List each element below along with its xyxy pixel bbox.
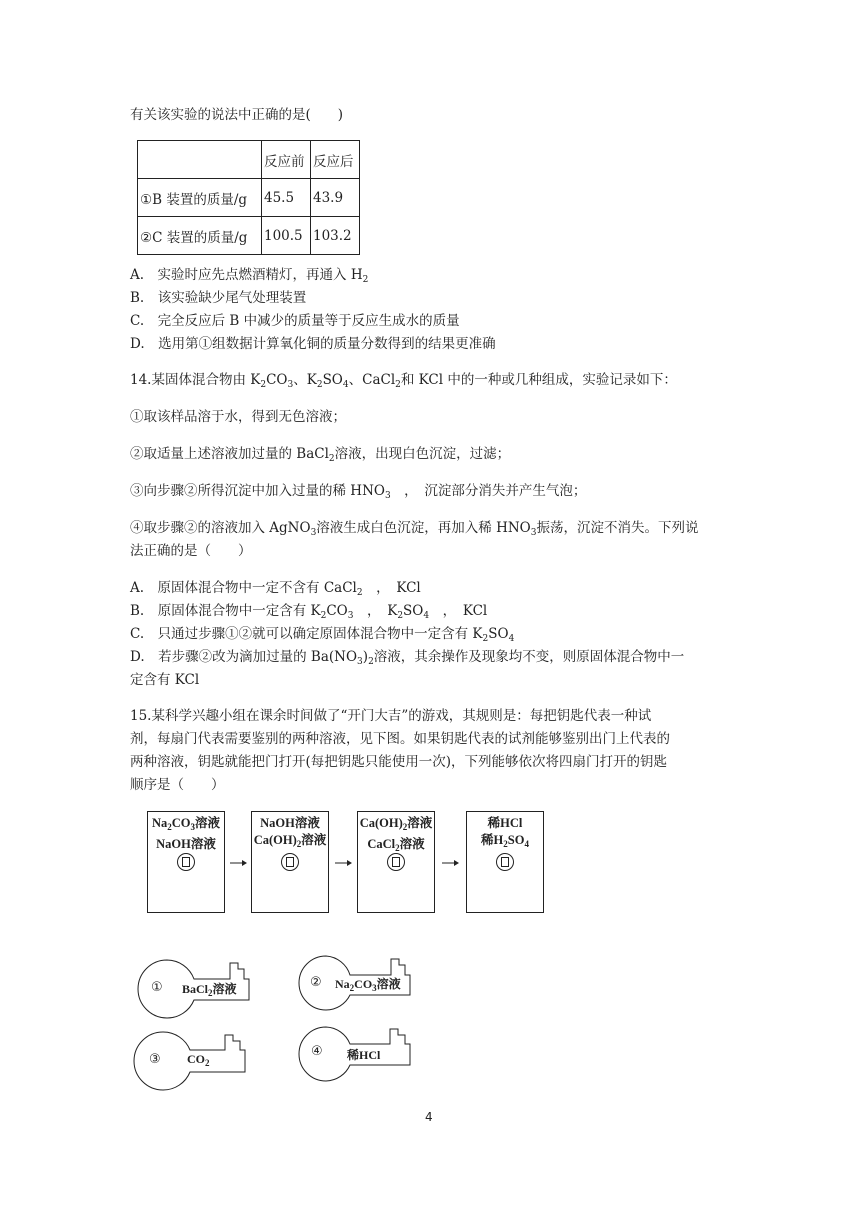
subscript: 2 xyxy=(395,843,400,853)
subscript: 2 xyxy=(260,380,267,390)
q14-step-2 xyxy=(130,444,510,469)
key-label xyxy=(182,980,237,998)
subscript: 3 xyxy=(384,491,391,501)
table-row xyxy=(138,217,360,255)
subscript: 4 xyxy=(524,839,529,849)
text: CaCl xyxy=(367,837,396,851)
subscript: 2 xyxy=(503,839,508,849)
q15-stem-line-2: 剂，每扇门代表需要鉴别的两种溶液，见下图。如果钥匙代表的试剂能够鉴别出门上代表的 xyxy=(130,731,670,747)
q13-option-d: D. 选用第①组数据计算氧化铜的质量分数得到的结果更准确 xyxy=(130,336,496,352)
q13-stem-tail: 有关该实验的说法中正确的是( ) xyxy=(130,107,344,123)
subscript: 3 xyxy=(530,528,537,538)
door-label: NaOH溶液 xyxy=(260,816,320,830)
arrow-right-icon xyxy=(333,856,353,866)
text: SO xyxy=(322,372,343,388)
text: 溶液 xyxy=(195,816,221,830)
text: ， 沉淀部分消失并产生气泡； xyxy=(390,483,587,499)
text: ) xyxy=(362,649,369,665)
door-label: NaOH溶液 xyxy=(156,837,216,851)
door-4 xyxy=(466,811,544,913)
key-1 xyxy=(137,957,252,1019)
subscript: 2 xyxy=(316,380,323,390)
text: SO xyxy=(403,603,424,619)
text: SO xyxy=(507,833,525,847)
text: ②取适量上述溶液加过量的 BaCl xyxy=(130,446,329,462)
door-1 xyxy=(147,811,225,913)
door-2 xyxy=(251,811,329,913)
table-cell: 45.5 xyxy=(262,179,311,217)
q13-option-b: B. 该实验缺少尾气处理装置 xyxy=(130,290,307,306)
text: SO xyxy=(488,626,509,642)
q14-option-c xyxy=(130,624,514,649)
text: ④取步骤②的溶液加入 AgNO xyxy=(130,520,311,536)
arrow-right-icon xyxy=(228,856,248,866)
door-label xyxy=(358,815,434,836)
subscript: 2 xyxy=(482,634,489,644)
subscript: 4 xyxy=(508,634,515,644)
text: CO xyxy=(187,1052,205,1066)
key-label xyxy=(335,975,401,993)
key-2 xyxy=(298,955,413,1013)
subscript: 2 xyxy=(296,839,302,849)
text: 溶液 xyxy=(376,977,401,991)
q14-step-4-cont: 法正确的是（ ） xyxy=(130,543,252,559)
text: 、CaCl xyxy=(348,372,396,388)
door-knob-icon xyxy=(177,853,195,871)
table-cell: ②C 装置的质量/g xyxy=(138,217,262,255)
q14-step-1: ①取该样品溶于水，得到无色溶液； xyxy=(130,409,346,425)
subscript: 2 xyxy=(167,822,172,832)
key-label: 稀HCl xyxy=(347,1048,381,1062)
text: D. 若步骤②改为滴加过量的 Ba(NO xyxy=(130,649,358,665)
table-row xyxy=(138,179,360,217)
table-header-cell: 反应后 xyxy=(311,141,360,179)
door-knob-icon xyxy=(387,853,405,871)
text: 、K xyxy=(293,372,317,388)
subscript: 4 xyxy=(342,380,349,390)
q14-step-3 xyxy=(130,481,586,506)
subscript: 2 xyxy=(320,611,327,621)
table-header-cell xyxy=(138,141,262,179)
q14-stem xyxy=(130,370,677,395)
q14-option-d-cont: 定含有 KCl xyxy=(130,672,200,688)
key-label xyxy=(187,1052,210,1068)
text: Ca(OH) xyxy=(253,833,297,847)
subscript: 2 xyxy=(368,657,374,667)
subscript: 4 xyxy=(423,611,430,621)
text: ③向步骤②所得沉淀中加入过量的稀 HNO xyxy=(130,483,385,499)
subscript: 2 xyxy=(362,275,369,285)
subscript: 3 xyxy=(190,822,195,832)
text: 溶液生成白色沉淀，再加入稀 HNO xyxy=(316,520,531,536)
subscript: 2 xyxy=(205,1058,210,1068)
text: 溶液，出现白色沉淀，过滤； xyxy=(334,446,511,462)
q14-option-d xyxy=(130,647,684,672)
subscript: 2 xyxy=(328,454,335,464)
q13-option-a xyxy=(130,265,368,290)
subscript: 3 xyxy=(372,983,377,993)
text: 振荡，沉淀不消失。下列说 xyxy=(536,520,699,536)
q14-step-4 xyxy=(130,518,698,543)
q14-option-a xyxy=(130,578,421,603)
door-3 xyxy=(357,811,435,913)
subscript: 3 xyxy=(287,380,294,390)
text: B. 原固体混合物中一定含有 K xyxy=(130,603,321,619)
q15-stem-line-3: 两种溶液，钥匙就能把门打开(每把钥匙只能使用一次)，下列能够依次将四扇门打开的钥匙 xyxy=(130,754,668,770)
text: ， K xyxy=(353,603,398,619)
text: C. 只通过步骤①②就可以确定原固体混合物中一定含有 K xyxy=(130,626,483,642)
subscript: 2 xyxy=(349,983,355,993)
key-4 xyxy=(298,1025,413,1083)
q14-option-b xyxy=(130,601,487,626)
table-header-cell: 反应前 xyxy=(262,141,311,179)
text: A. 原固体混合物中一定不含有 CaCl xyxy=(130,580,357,596)
text: 溶液 xyxy=(212,982,237,996)
door-label xyxy=(467,832,543,853)
text: ， KCl xyxy=(362,580,421,596)
q13-option-c: C. 完全反应后 B 中减少的质量等于反应生成水的质量 xyxy=(130,313,460,329)
key-number: ① xyxy=(151,980,163,995)
mass-table xyxy=(137,140,360,255)
text: 溶液 xyxy=(301,833,327,847)
text: Na xyxy=(335,977,350,991)
door-knob-icon xyxy=(281,853,299,871)
subscript: 2 xyxy=(395,380,401,390)
subscript: 2 xyxy=(208,988,213,998)
arrow-right-icon xyxy=(440,856,460,866)
table-cell: ①B 装置的质量/g xyxy=(138,179,262,217)
subscript: 3 xyxy=(347,611,354,621)
text: CO xyxy=(326,603,348,619)
table-cell: 103.2 xyxy=(311,217,360,255)
text: BaCl xyxy=(182,982,209,996)
text: CO xyxy=(266,372,288,388)
text: 14.某固体混合物由 K xyxy=(130,372,261,388)
text: Na xyxy=(151,816,168,830)
table-cell: 100.5 xyxy=(262,217,311,255)
key-number: ② xyxy=(310,975,322,990)
subscript: 2 xyxy=(356,588,363,598)
subscript: 2 xyxy=(402,822,408,832)
text: 溶液 xyxy=(407,816,433,830)
text: Ca(OH) xyxy=(359,816,403,830)
page-number: 4 xyxy=(425,1110,433,1124)
text: CO xyxy=(171,816,191,830)
text: 溶液，其余操作及现象均不变，则原固体混合物中一 xyxy=(373,649,685,665)
text: 稀H xyxy=(481,833,504,847)
key-number: ③ xyxy=(149,1052,161,1067)
key-number: ④ xyxy=(311,1044,323,1059)
subscript: 3 xyxy=(310,528,317,538)
door-label: 稀HCl xyxy=(487,816,523,830)
text: ， KCl xyxy=(429,603,488,619)
door-label xyxy=(252,832,328,853)
subscript: 2 xyxy=(397,611,404,621)
text: CO xyxy=(354,977,373,991)
table-cell: 43.9 xyxy=(311,179,360,217)
q15-stem-line-1: 15.某科学兴趣小组在课余时间做了“开门大吉”的游戏，其规则是：每把钥匙代表一种试 xyxy=(130,708,652,724)
door-label xyxy=(148,815,224,836)
key-3 xyxy=(133,1030,248,1092)
option-text: A. 实验时应先点燃酒精灯，再通入 H xyxy=(130,267,363,283)
table-row xyxy=(138,141,360,179)
door-knob-icon xyxy=(496,853,514,871)
subscript: 3 xyxy=(357,657,363,667)
text: 溶液 xyxy=(399,837,425,851)
q15-stem-line-4: 顺序是（ ） xyxy=(130,777,225,793)
text: 和 KCl 中的一种或几种组成，实验记录如下： xyxy=(400,372,677,388)
